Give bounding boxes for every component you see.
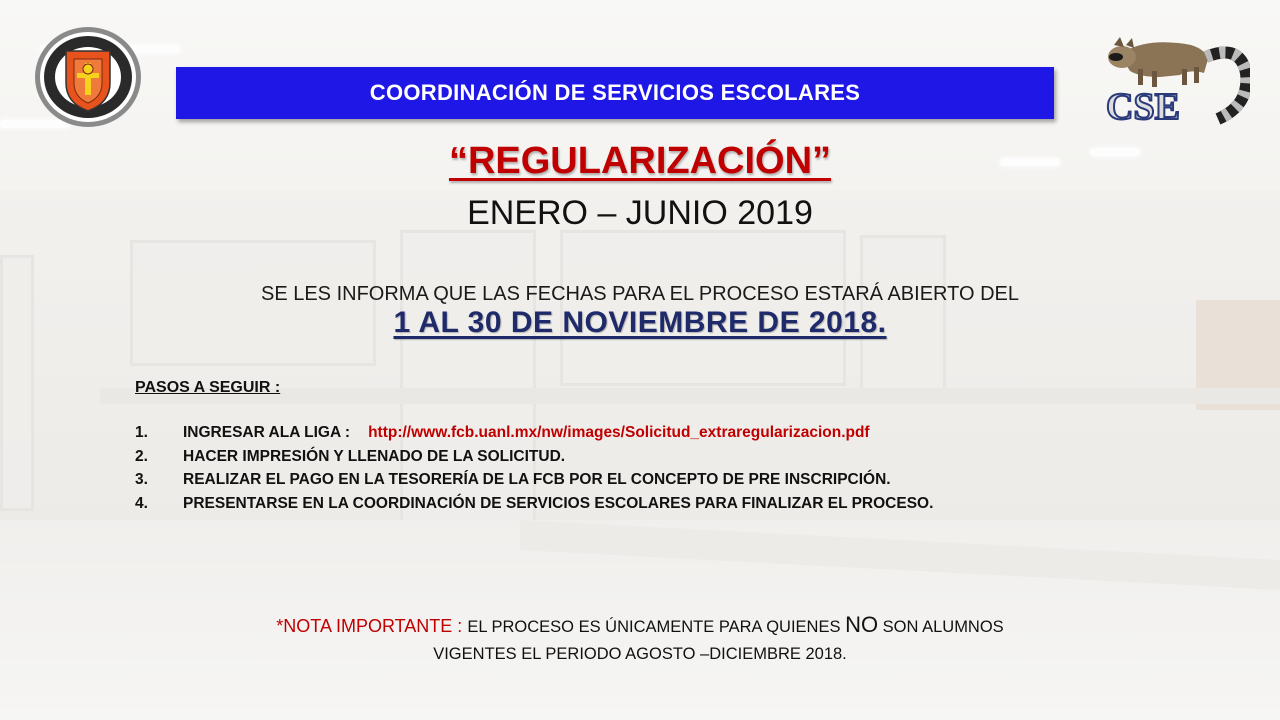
note-label: *NOTA IMPORTANTE : <box>276 616 468 636</box>
step-text: HACER IMPRESIÓN Y LLENADO DE LA SOLICITUD. <box>183 447 566 465</box>
step-4 <box>135 495 933 519</box>
steps-heading: PASOS A SEGUIR : <box>135 379 281 396</box>
note-emphasis: NO <box>845 612 879 637</box>
title-period: ENERO – JUNIO 2019 <box>467 194 813 232</box>
banner <box>176 67 1054 119</box>
step-number: 4. <box>135 494 148 512</box>
step-text: PRESENTARSE EN LA COORDINACIÓN DE SERVICIOS ESCOLARES PARA FINALIZAR EL PROCESO. <box>183 494 934 512</box>
step-number: 2. <box>135 447 148 465</box>
step-text: INGRESAR ALA LIGA : <box>183 424 351 441</box>
faculty-seal-logo <box>32 25 144 129</box>
title-main: “REGULARIZACIÓN” <box>448 140 832 182</box>
step-3 <box>135 471 933 495</box>
step-1 <box>135 424 933 448</box>
cse-raccoon-logo <box>1100 33 1250 131</box>
steps-list <box>135 424 933 518</box>
page-title <box>0 140 1280 183</box>
note-line-1 <box>0 611 1280 641</box>
step-number: 3. <box>135 471 148 488</box>
note-line-2: VIGENTES EL PERIODO AGOSTO –DICIEMBRE 2018. <box>433 645 847 663</box>
announcement-dates: 1 AL 30 DE NOVIEMBRE DE 2018. <box>393 306 887 339</box>
announcement-dates-wrap <box>0 306 1280 340</box>
announcement-line: SE LES INFORMA QUE LAS FECHAS PARA EL PROCESO ESTARÁ ABIERTO DEL <box>260 283 1019 305</box>
cse-logo-text: CSE <box>1106 86 1180 128</box>
banner-title: COORDINACIÓN DE SERVICIOS ESCOLARES <box>369 80 861 105</box>
step-number: 1. <box>135 424 148 441</box>
solicitud-link[interactable]: http://www.fcb.uanl.mx/nw/images/Solicitud_extraregularizacion.pdf <box>368 424 870 441</box>
step-text: REALIZAR EL PAGO EN LA TESORERÍA DE LA FCB POR EL CONCEPTO DE PRE INSCRIPCIÓN. <box>183 471 891 488</box>
important-note <box>0 611 1280 668</box>
note-text-before: EL PROCESO ES ÚNICAMENTE PARA QUIENES <box>467 618 846 636</box>
note-text-after: SON ALUMNOS <box>878 618 1004 636</box>
step-2 <box>135 448 933 472</box>
